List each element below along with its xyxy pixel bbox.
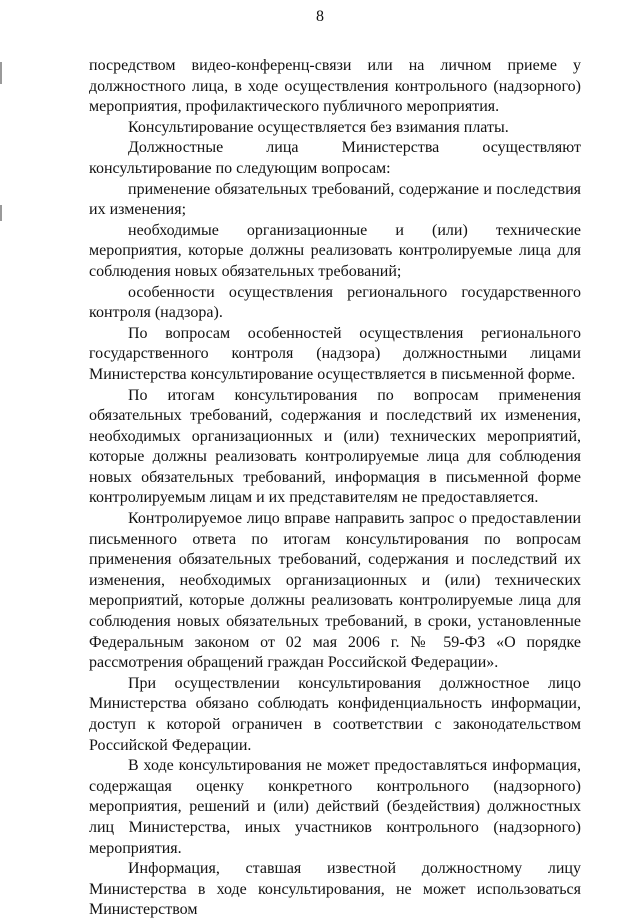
paragraph: Должностные лица Министерства осуществляют консультирование по следующим вопросам: bbox=[89, 139, 581, 177]
paragraph: Консультирование осуществляется без взимания платы. bbox=[128, 118, 509, 136]
paragraph: По итогам консультирования по вопросам применения обязательных требований, содержания и последствий их изменения, необходимых организационных и (или) технических мероприятий, которые должны реализовать контролируемые лица для соблюдения новых обязательных требований, информация в письменной форме контролируемым лицам и их представителям не предоставляется. bbox=[89, 386, 581, 507]
paragraph: применение обязательных требований, содержание и последствия их изменения; bbox=[89, 180, 581, 219]
paragraph: При осуществлении консультирования должностное лицо Министерства обязано соблюдать конфиденциальность информации, доступ к которой ограничен в соответствии с законодательством Российской Федерации. bbox=[89, 674, 581, 754]
paragraph: В ходе консультирования не может предоставляться информация, содержащая оценку конкретного контрольного (надзорного) мероприятия, решений и (или) действий (бездействия) должностных лиц Министерства, иных участников контрольного (надзорного) мероприятия. bbox=[89, 757, 581, 857]
paragraph: посредством видео-конференц-связи или на личном приеме у должностного лица, в ходе осуществления контрольного (надзорного) мероприятия, профилактического публичного мероприятия. bbox=[89, 57, 581, 116]
paragraph: особенности осуществления регионального государственного контроля (надзора). bbox=[89, 283, 581, 322]
paragraph: По вопросам особенностей осуществления регионального государственного контроля (надзора) должностными лицами Министерства консультирование осуществляется в письменной форме. bbox=[89, 324, 581, 383]
page-number: 8 bbox=[316, 8, 324, 25]
document-body bbox=[89, 56, 581, 921]
paragraph: Информация, ставшая известной должностному лицу Министерства в ходе консультирования, не может использоваться Министерством bbox=[89, 860, 581, 919]
scan-edge-mark bbox=[0, 62, 2, 84]
scan-edge-mark bbox=[0, 205, 2, 221]
paragraph: Контролируемое лицо вправе направить запрос о предоставлении письменного ответа по итогам консультирования по вопросам применения обязательных требований, содержания и последствий их изменения, необходимых организационных и (или) технических мероприятий, которые должны реализовать контролируемые лица для соблюдения новых обязательных требований, в сроки, установленные Федеральным законом от 02 мая 2006 г. № 59-ФЗ «О порядке рассмотрения обращений граждан Российской Федерации». bbox=[89, 510, 581, 672]
paragraph: необходимые организационные и (или) технические мероприятия, которые должны реализовать контролируемые лица для соблюдения новых обязательных требований; bbox=[89, 221, 581, 280]
